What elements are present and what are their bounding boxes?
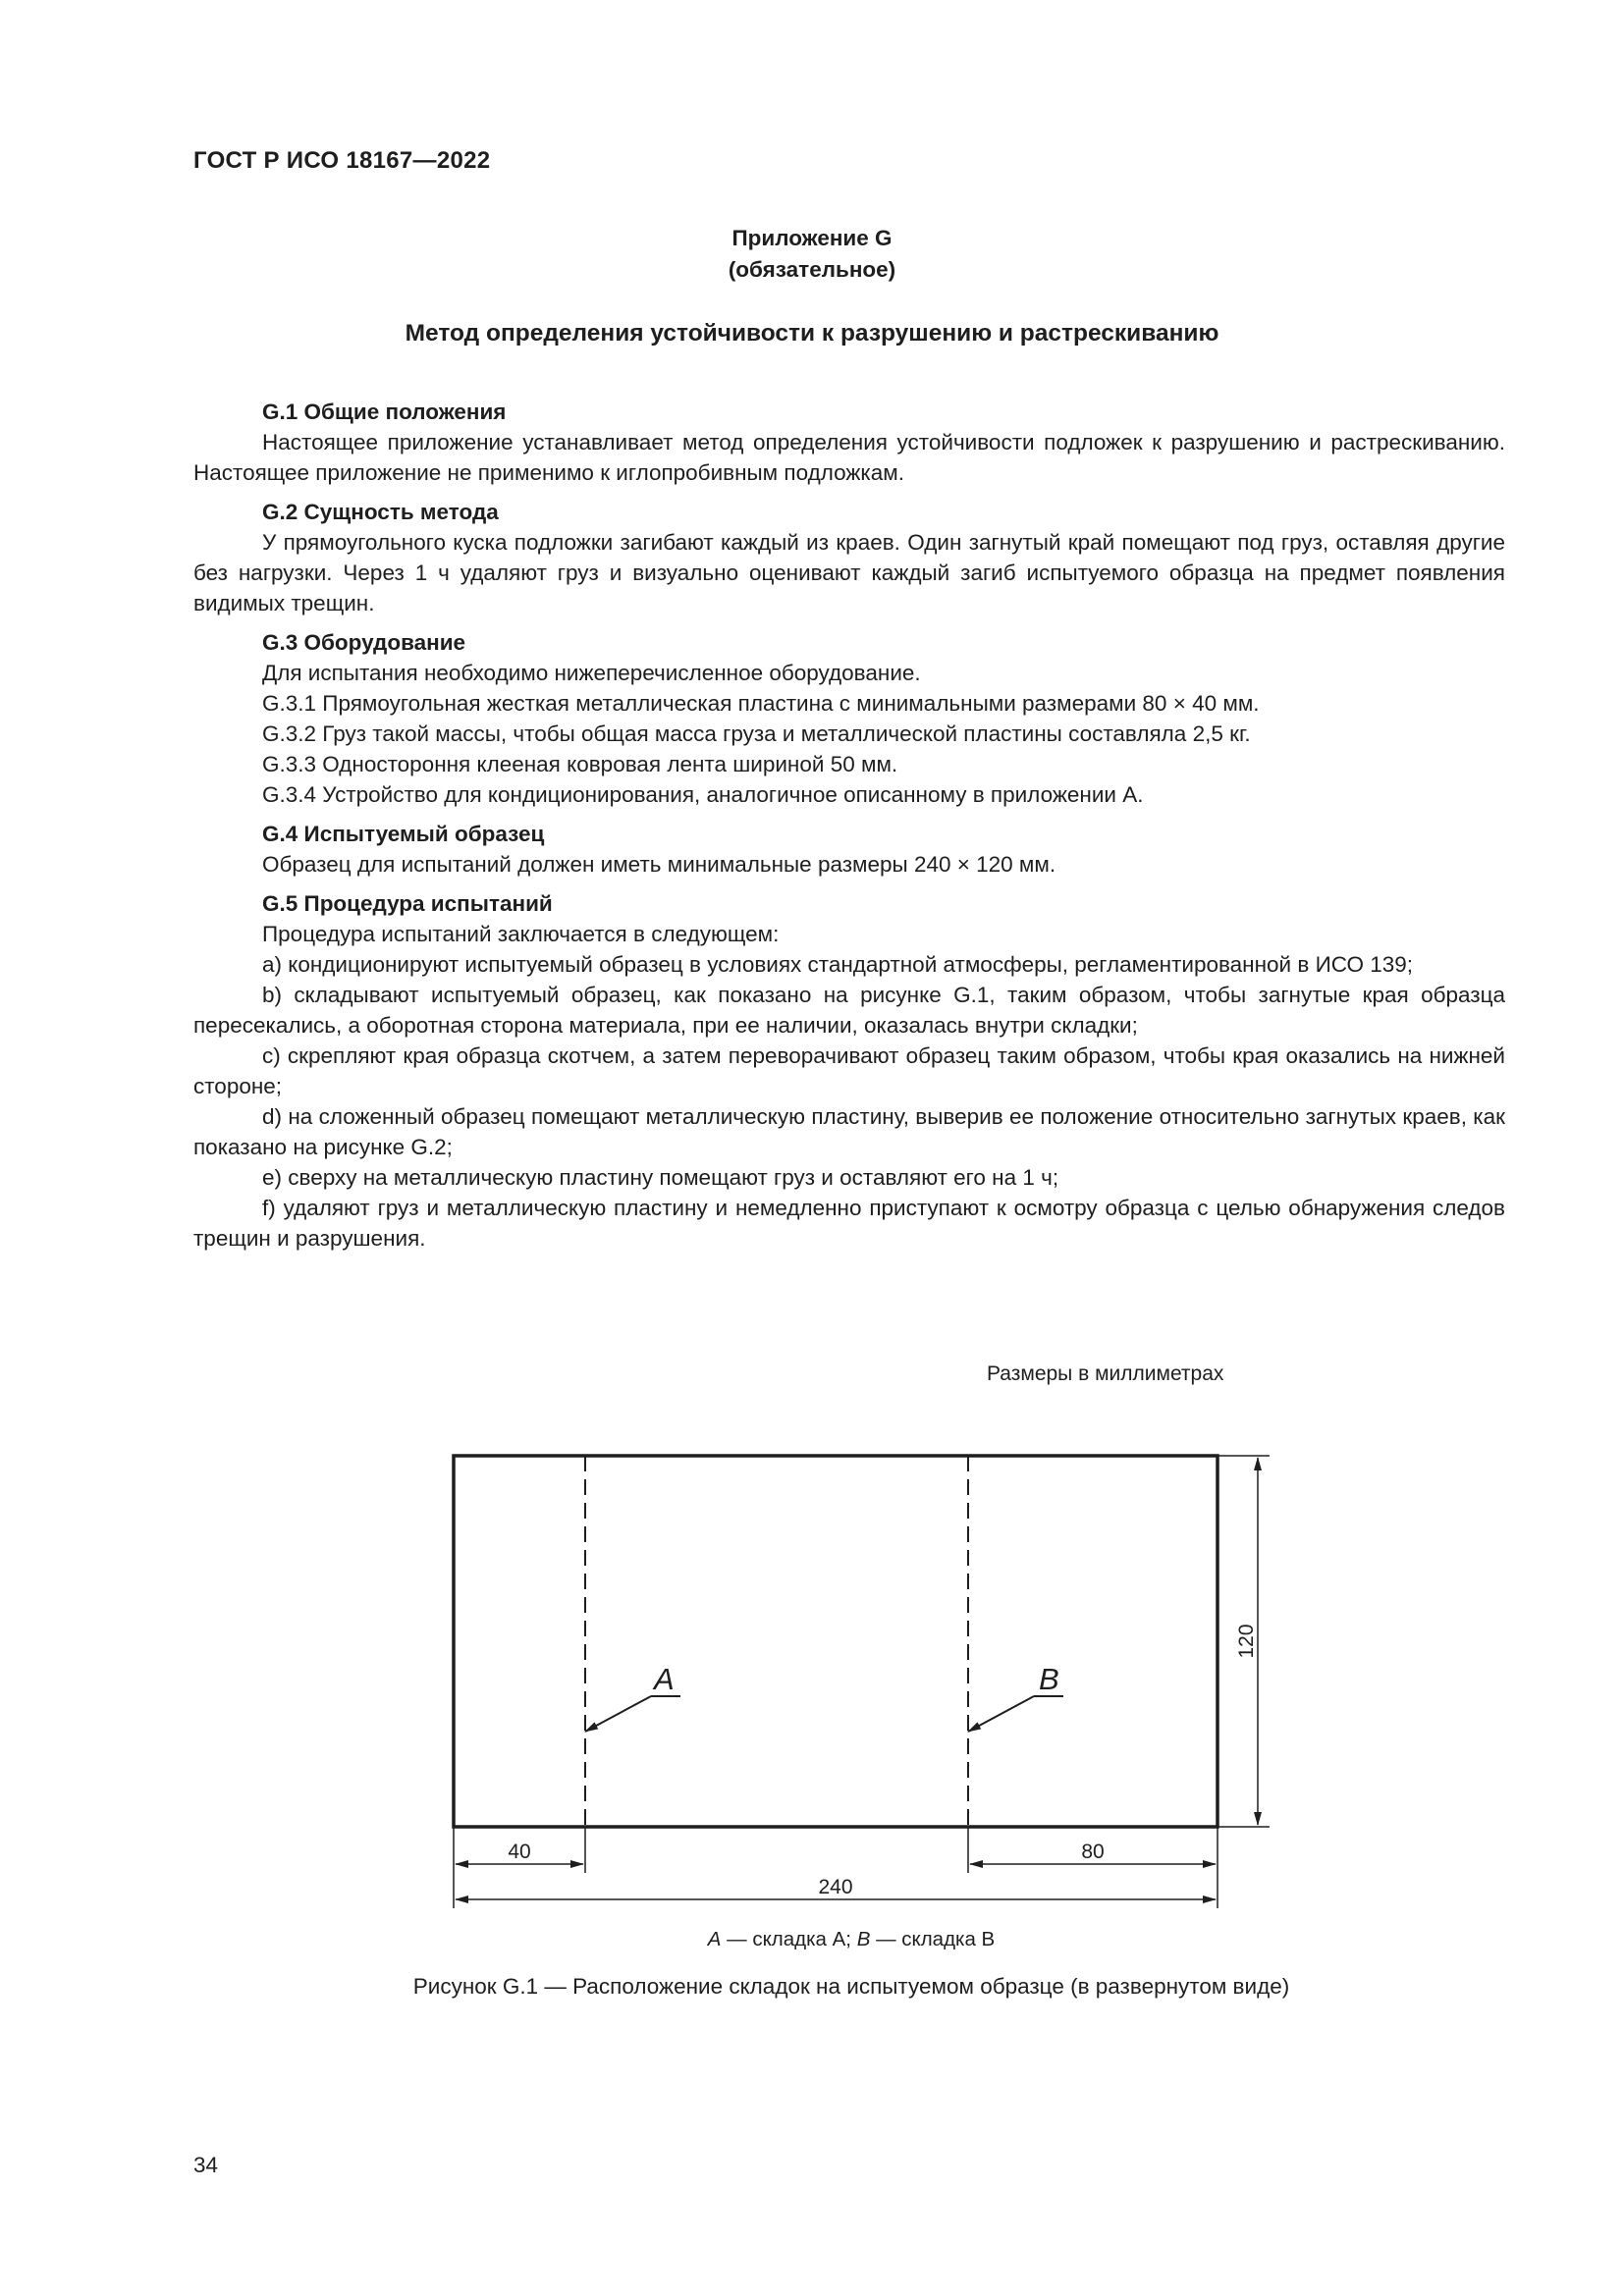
page-number: 34 [193, 2153, 219, 2177]
paragraph: G.3.3 Одностороння клееная ковровая лента шириной 50 мм. [262, 752, 898, 776]
dimensions-note: Размеры в миллиметрах [987, 1362, 1224, 1385]
leader-b [968, 1696, 1034, 1732]
height-dimension-value: 120 [1235, 1624, 1258, 1659]
paragraph: Настоящее приложение устанавливает метод определения устойчивости подложек к разрушению и растрескиванию. Настоящее приложение не применимо к иглопробивным подложкам. [193, 430, 1505, 485]
section-heading: G.1 Общие положения [262, 400, 507, 424]
legend-text-b: — складка B [870, 1928, 996, 1950]
paragraph: G.3.1 Прямоугольная жесткая металлическая пластина с минимальными размерами 80 × 40 мм. [262, 691, 1260, 716]
paragraph: Процедура испытаний заключается в следующем: [262, 922, 780, 946]
paragraph: У прямоугольного куска подложки загибают каждый из краев. Один загнутый край помещают под груз, оставляя другие без нагрузки. Через 1 ч удаляют груз и визуально оценивают каждый загиб испытуемого образца на предмет появления видимых трещин. [193, 530, 1505, 615]
paragraph: e) сверху на металлическую пластину помещают груз и оставляют его на 1 ч; [262, 1165, 1059, 1190]
section-heading: G.2 Сущность метода [262, 500, 499, 524]
paragraph: a) кондиционируют испытуемый образец в условиях стандартной атмосферы, регламентированной в ИСО 139; [262, 952, 1414, 977]
fold-label-a: A [654, 1662, 675, 1696]
section-heading: G.4 Испытуемый образец [262, 822, 545, 846]
paragraph: b) складывают испытуемый образец, как показано на рисунке G.1, таким образом, чтобы загнутые края образца пересекались, а оборотная сторона материала, при ее наличии, оказалась внутри складки; [193, 983, 1505, 1038]
document-header: ГОСТ Р ИСО 18167—2022 [193, 147, 491, 174]
paragraph: d) на сложенный образец помещают металлическую пластину, выверив ее положение относительно загнутых краев, как показано на рисунке G.2; [193, 1104, 1505, 1159]
dimension-value-240: 240 [818, 1876, 853, 1898]
specimen-outline [454, 1456, 1218, 1827]
legend-text-a: — складка A; [721, 1928, 857, 1950]
section-heading: G.3 Оборудование [262, 630, 466, 655]
dimension-value-40: 40 [508, 1841, 531, 1863]
paragraph: Для испытания необходимо нижеперечисленное оборудование. [262, 661, 921, 685]
leader-a [585, 1696, 651, 1732]
legend-symbol-b: B [856, 1928, 871, 1950]
section-heading: G.5 Процедура испытаний [262, 891, 553, 916]
paragraph: f) удаляют груз и металлическую пластину и немедленно приступают к осмотру образца с целью обнаружения следов трещин и разрушения. [193, 1196, 1505, 1251]
annex-title: Приложение G [731, 226, 893, 250]
paragraph: c) скрепляют края образца скотчем, а затем переворачивают образец таким образом, чтобы края оказались на нижней стороне; [193, 1043, 1505, 1098]
legend-symbol-a: A [707, 1928, 722, 1950]
annex-heading: Метод определения устойчивости к разрушению и растрескиванию [405, 320, 1219, 347]
paragraph: G.3.4 Устройство для кондиционирования, аналогичное описанному в приложении А. [262, 782, 1144, 807]
fold-label-b: B [1039, 1662, 1059, 1696]
annex-status: (обязательное) [728, 257, 896, 282]
figure-caption: Рисунок G.1 — Расположение складок на испытуемом образце (в развернутом виде) [412, 1974, 1290, 1999]
figure-legend [0, 1928, 1624, 1951]
paragraph: G.3.2 Груз такой массы, чтобы общая масса груза и металлической пластины составляла 2,5 кг. [262, 721, 1251, 746]
dimension-value-80: 80 [1081, 1841, 1105, 1863]
paragraph: Образец для испытаний должен иметь минимальные размеры 240 × 120 мм. [262, 852, 1056, 877]
